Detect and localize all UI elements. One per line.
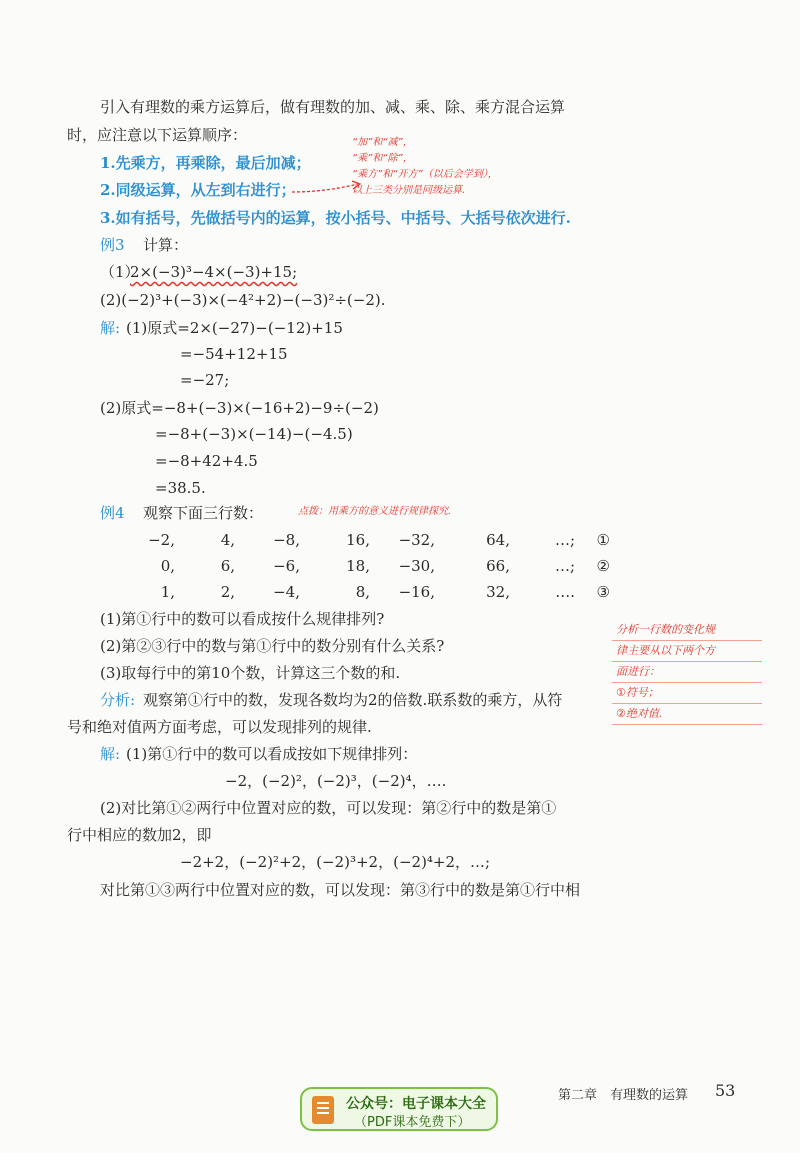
row-marker: ① — [596, 531, 610, 549]
watermark-line-1: 公众号：电子课本大全 — [346, 1096, 486, 1112]
example-3-q1-number: （1） — [100, 263, 140, 281]
example-4-solution-6: 对比第①③两行中位置对应的数，可以发现：第③行中的数是第①行中相 — [100, 881, 581, 899]
grid-cell: 0, — [160, 557, 175, 575]
example-4-title: 观察下面三行数： — [143, 504, 264, 522]
watermark-badge — [300, 1087, 498, 1131]
chapter-title: 第二章 有理数的运算 — [558, 1088, 689, 1103]
grid-cell: …; — [554, 531, 575, 549]
side-note-2-line: 分析一行数的变化规 — [612, 620, 762, 641]
grid-cell: …. — [555, 583, 575, 601]
row-marker: ② — [596, 557, 610, 575]
analysis-line-1: 观察第①行中的数，发现各数均为2的倍数.联系数的乘方，从符 — [143, 691, 563, 709]
example-3-solution-label: 解: — [100, 319, 121, 337]
side-note-1-line-1: “加”和“减”， — [352, 137, 413, 148]
rule-1: 1.先乘方，再乘除，最后加减； — [100, 154, 311, 172]
arrow-connector-icon — [290, 178, 365, 198]
example-3-step-3: =−27; — [180, 371, 230, 389]
example-4-hint: 点拨：用乘方的意义进行规律探究. — [298, 506, 452, 517]
example-3-q1: 2×(−3)³−4×(−3)+15; — [130, 263, 298, 281]
watermark-line-2: （PDF课本免费下） — [354, 1115, 471, 1130]
example-4-label: 例4 — [100, 504, 125, 522]
grid-cell: −6, — [273, 557, 300, 575]
example-4-solution-1: (1)第①行中的数可以看成按如下规律排列： — [126, 745, 418, 763]
page-number: 53 — [715, 1081, 736, 1100]
grid-cell: −8, — [273, 531, 300, 549]
grid-cell: 64, — [486, 531, 510, 549]
grid-cell: −2, — [148, 531, 175, 549]
grid-cell: …; — [554, 557, 575, 575]
side-note-1-line-2: “乘”和“除”， — [352, 153, 413, 164]
side-note-2-line: 律主要从以下两个方 — [612, 641, 762, 662]
example-3-title: 计算： — [143, 236, 189, 254]
rule-2: 2.同级运算，从左到右进行； — [100, 181, 296, 199]
grid-cell: 16, — [346, 531, 370, 549]
grid-cell: 1, — [160, 583, 175, 601]
example-3-step-5: =−8+(−3)×(−14)−(−4.5) — [155, 425, 353, 443]
side-note-2 — [612, 620, 762, 725]
grid-cell: −32, — [398, 531, 435, 549]
grid-cell: −30, — [398, 557, 435, 575]
example-3-step-1: (1)原式=2×(−27)−(−12)+15 — [126, 319, 343, 337]
row-marker: ③ — [596, 583, 610, 601]
grid-cell: 18, — [346, 557, 370, 575]
example-3-step-2: =−54+12+15 — [180, 345, 288, 363]
example-4-q2: (2)第②③行中的数与第①行中的数分别有什么关系? — [100, 637, 445, 655]
grid-cell: −4, — [273, 583, 300, 601]
grid-cell: 4, — [220, 531, 235, 549]
side-note-1-line-3: “乘方”和“开方”（以后会学到）， — [352, 169, 498, 180]
intro-line-2: 时，应注意以下运算顺序： — [67, 126, 248, 144]
side-note-2-line: ①符号； — [612, 683, 762, 704]
grid-cell: 32, — [486, 583, 510, 601]
example-3-label: 例3 — [100, 236, 125, 254]
grid-cell: 6, — [220, 557, 235, 575]
grid-cell: 8, — [355, 583, 370, 601]
analysis-label: 分析: — [100, 691, 136, 709]
example-4-q1: (1)第①行中的数可以看成按什么规律排列? — [100, 610, 385, 628]
grid-cell: 66, — [486, 557, 510, 575]
example-3-step-7: =38.5. — [155, 479, 206, 497]
grid-cell: 2, — [220, 583, 235, 601]
example-3-step-6: =−8+42+4.5 — [155, 452, 258, 470]
example-4-solution-label: 解: — [100, 745, 121, 763]
side-note-2-line: 面进行： — [612, 662, 762, 683]
intro-line-1: 引入有理数的乘方运算后，做有理数的加、减、乘、除、乘方混合运算 — [100, 98, 566, 116]
example-4-solution-2: −2，(−2)²，(−2)³，(−2)⁴，…. — [225, 772, 447, 790]
example-3-step-4: (2)原式=−8+(−3)×(−16+2)−9÷(−2) — [100, 399, 379, 417]
example-3-q2: (2)(−2)³+(−3)×(−4²+2)−(−3)²÷(−2). — [100, 291, 386, 309]
example-4-solution-4: 行中相应的数加2，即 — [67, 826, 212, 844]
example-4-solution-3: (2)对比第①②两行中位置对应的数，可以发现：第②行中的数是第① — [100, 799, 557, 817]
analysis-line-2: 号和绝对值两方面考虑，可以发现排列的规律. — [67, 718, 372, 736]
example-4-q3: (3)取每行中的第10个数，计算这三个数的和. — [100, 664, 401, 682]
side-note-2-line: ②绝对值. — [612, 704, 762, 725]
rule-3: 3.如有括号，先做括号内的运算，按小括号、中括号、大括号依次进行. — [100, 209, 571, 227]
book-icon — [312, 1096, 334, 1124]
side-note-1-line-4: 以上三类分别是同级运算. — [352, 185, 466, 196]
grid-cell: −16, — [398, 583, 435, 601]
example-4-solution-5: −2+2，(−2)²+2，(−2)³+2，(−2)⁴+2，…; — [180, 853, 491, 871]
